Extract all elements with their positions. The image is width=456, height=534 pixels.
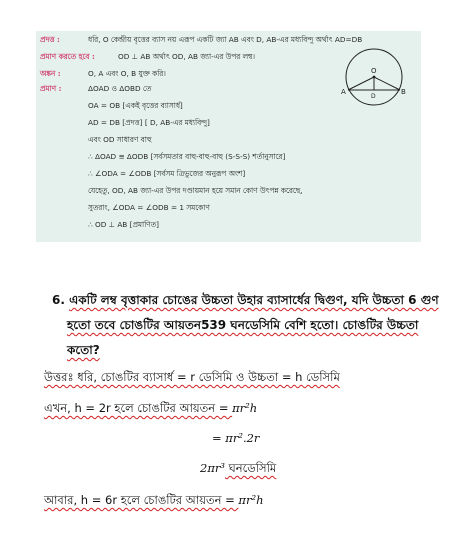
question-number: 6. bbox=[52, 293, 65, 307]
question-line-3 bbox=[67, 342, 442, 358]
question-text: কতো? bbox=[67, 343, 100, 357]
question-text: একটি লম্ব বৃত্তাকার চোঙের উচ্চতা উহার ব্যাসার্ধের দ্বিগুণ, যদি উচ্চতা 6 গুণ bbox=[69, 293, 439, 307]
construction-text: O, A এবং O, B যুক্ত করি। bbox=[88, 69, 166, 78]
volume-formula: πr²h bbox=[238, 493, 264, 507]
proof-line: সুতরাং, ∠ODA = ∠ODB = 1 সমকোণ bbox=[88, 203, 210, 212]
question-line-2 bbox=[67, 317, 442, 333]
proof-label: প্রমাণ : bbox=[40, 84, 62, 93]
volume-result: 2πr³ bbox=[200, 461, 225, 475]
construction-label: অঙ্কন : bbox=[40, 69, 61, 78]
label-o: O bbox=[371, 67, 377, 75]
answer-line-4 bbox=[200, 461, 276, 476]
proof-line: এবং OD সাধারণ বাহু bbox=[88, 135, 152, 144]
volume-formula: πr²h bbox=[232, 401, 258, 415]
proof-line: OA = OB [একই বৃত্তের ব্যাসার্ধ] bbox=[88, 101, 183, 110]
to-prove-label: প্রমাণ করতে হবে : bbox=[40, 52, 95, 61]
given-text: ধরি, O কেন্দ্রীয় বৃত্তের ব্যাস নয় এরূপ একটি জ্যা AB এবং D, AB-এর মধ্যবিন্দু অর্থাৎ AD=DB bbox=[88, 35, 363, 44]
proof-line: ΔOAD ও ΔOBD তে bbox=[88, 84, 152, 93]
proof-line: যেহেতু, OD, AB জ্যা-এর উপর দণ্ডায়মান হয়ে সমান কোণ উৎপন্ন করেছে, bbox=[88, 186, 303, 195]
label-b: B bbox=[401, 88, 406, 96]
answer-line-1: উত্তরঃ ধরি, চোঙটির ব্যাসার্ধ = r ডেসিমি ও উচ্চতা = h ডেসিমি bbox=[44, 370, 340, 384]
proof-line: ∴ OD ⊥ AB [প্রমাণিত] bbox=[88, 220, 159, 229]
circle-diagram bbox=[341, 32, 407, 110]
proof-line: AD = DB [প্রদত্ত] [ D, AB-এর মধ্যবিন্দু] bbox=[88, 118, 210, 127]
given-label: প্রদত্ত : bbox=[40, 35, 60, 44]
proof-line: ∴ ∠ODA = ∠ODB [সর্বসম ত্রিভুজের অনুরূপ অংশ] bbox=[88, 169, 246, 178]
unit-text: ঘনডেসিমি bbox=[224, 461, 277, 475]
answer-text: এখন, h = 2r হলে চোঙটির আয়তন = bbox=[44, 401, 233, 415]
proof-line: ∴ ΔOAD ≅ ΔODB [সর্বসমতার বাহু-বাহু-বাহু (S-S-S) শর্তানুসারে] bbox=[88, 152, 286, 161]
question-line-1 bbox=[52, 292, 439, 308]
label-d: D bbox=[371, 93, 376, 100]
answer-line-3: = πr².2r bbox=[212, 431, 260, 445]
answer-text: আবার, h = 6r হলে চোঙটির আয়তন = bbox=[44, 493, 239, 507]
question-text: হতো তবে চোঙটির আয়তন539 ঘনডেসিমি বেশি হতো। চোঙটির উচ্চতা bbox=[67, 318, 419, 332]
answer-line-2 bbox=[44, 401, 257, 416]
answer-line-5 bbox=[44, 493, 264, 508]
label-a: A bbox=[341, 88, 346, 96]
to-prove-text: OD ⊥ AB অর্থাৎ OD, AB জ্যা-এর উপর লম্ব। bbox=[118, 52, 255, 61]
